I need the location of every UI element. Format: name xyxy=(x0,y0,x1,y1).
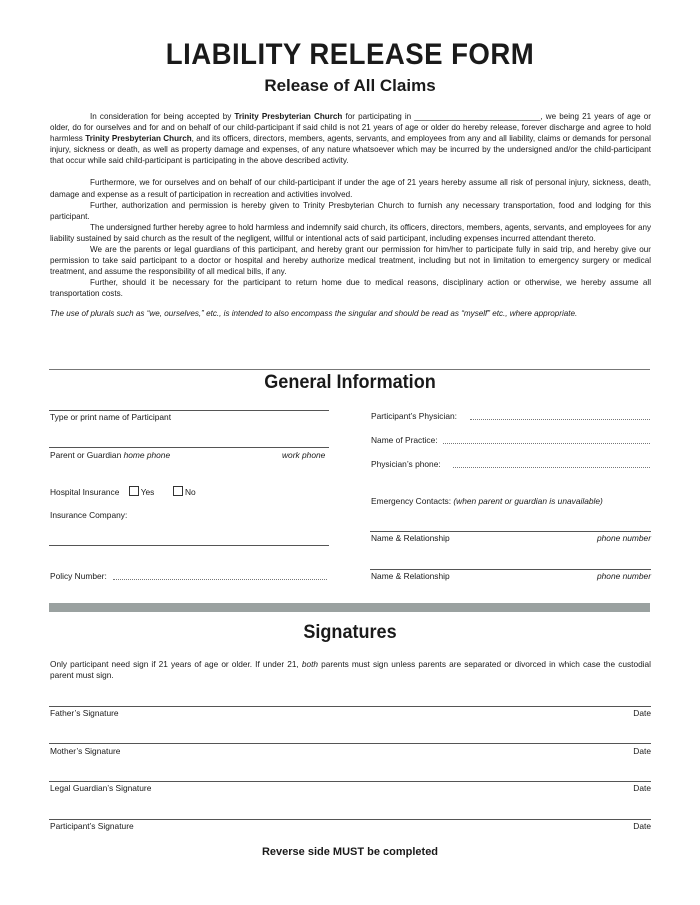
emergency-1-name-label: Name & Relationship xyxy=(371,533,450,543)
form-subtitle: Release of All Claims xyxy=(264,76,436,95)
release-paragraph-3: Further, authorization and permission is hereby given to Trinity Presbyterian Church to furnish any necessary transportation, food and lodging for this participant. xyxy=(50,200,651,221)
work-phone-label: work phone xyxy=(282,450,326,460)
practice-label: Name of Practice: xyxy=(371,435,438,445)
mother-date-label: Date xyxy=(633,746,651,756)
emergency-2-phone-label: phone number xyxy=(596,571,651,581)
participant-date-label: Date xyxy=(633,821,651,831)
parent-phone-line[interactable] xyxy=(49,447,329,448)
signature-note-text xyxy=(50,659,651,681)
participant-name-label: Type or print name of Participant xyxy=(50,412,172,422)
participant-name-line[interactable] xyxy=(49,410,329,411)
emergency-contact-1-line[interactable] xyxy=(370,531,651,532)
emergency-1-phone-label: phone number xyxy=(596,533,651,543)
no-checkbox[interactable] xyxy=(173,486,183,496)
release-text xyxy=(50,111,651,319)
church-name: Trinity Presbyterian Church xyxy=(234,112,343,121)
hospital-insurance-row xyxy=(50,486,196,497)
practice-line[interactable] xyxy=(443,443,650,444)
father-signature-line[interactable] xyxy=(49,706,651,707)
note-both: both xyxy=(301,659,318,669)
release-paragraph-1 xyxy=(50,111,651,166)
mother-signature-line[interactable] xyxy=(49,743,651,744)
guardian-date-label: Date xyxy=(633,783,651,793)
release-paragraph-2: Furthermore, we for ourselves and on behalf of our child-participant if under the age of 21 years hereby assume all risk of personal injury, sickness, death, damage and expense as a result of participation in recreation and activities involved. xyxy=(50,178,651,199)
section-separator-bar xyxy=(49,603,650,612)
note-post: parents must sign unless parents are separated or divorced in which case the custodial parent must sign. xyxy=(50,659,651,681)
emergency-2-name-label: Name & Relationship xyxy=(371,571,450,581)
physician-phone-label: Physician’s phone: xyxy=(371,459,441,469)
emergency-contact-2-line[interactable] xyxy=(370,569,651,570)
emergency-note: (when parent or guardian is unavailable) xyxy=(453,496,603,506)
signatures-heading: Signatures xyxy=(303,622,397,643)
participant-signature-label: Participant’s Signature xyxy=(50,821,134,831)
p1-mid: for participating in ____________________________, we being 21 years of age or older, do for ourselves and for and on behalf of our child-participant if said child is not 21 years of age or older do hereby release, forever discharge and agree to hold harmless xyxy=(50,112,651,144)
emergency-contacts-text: Emergency Contacts: xyxy=(371,496,454,506)
release-paragraph-4: The undersigned further hereby agree to hold harmless and indemnify said church, its officers, directors, members, agents, servants, and employees for any liability sustained by said church as the result of the negligent, willful or intentional acts of said participant, including expenses incurred attendant thereto. xyxy=(50,222,651,243)
signature-note xyxy=(50,659,651,681)
insurance-company-line[interactable] xyxy=(49,545,329,546)
church-name-2: Trinity Presbyterian Church xyxy=(85,134,192,144)
p1-post: , and its officers, directors, members, agents, servants, and employees from any and all liability, claims or demands for personal injury, sickness or death, as well as property damage and expenses, of any nature whatsoever which may be incurred by the undersigned and/or the child-participant that occur while said child-participant is participating in the above described activity. xyxy=(50,134,651,166)
form-title: LIABILITY RELEASE FORM xyxy=(165,38,535,71)
hospital-insurance-label: Hospital Insurance xyxy=(50,487,120,497)
yes-label: Yes xyxy=(140,487,155,497)
participant-signature-line[interactable] xyxy=(49,819,651,820)
home-phone-text: home phone xyxy=(123,450,171,460)
physician-line[interactable] xyxy=(470,419,650,420)
father-date-label: Date xyxy=(633,708,651,718)
p1-pre: In consideration for being accepted by xyxy=(90,112,235,121)
yes-checkbox[interactable] xyxy=(129,486,139,496)
physician-label: Participant’s Physician: xyxy=(371,411,457,421)
parent-guardian-label xyxy=(50,450,170,460)
guardian-signature-label: Legal Guardian’s Signature xyxy=(50,783,152,793)
insurance-company-label: Insurance Company: xyxy=(50,510,128,520)
general-information-heading: General Information xyxy=(264,372,436,393)
physician-phone-line[interactable] xyxy=(453,467,650,468)
guardian-signature-line[interactable] xyxy=(49,781,651,782)
policy-number-label: Policy Number: xyxy=(50,571,107,581)
mother-signature-label: Mother’s Signature xyxy=(50,746,121,756)
policy-number-line[interactable] xyxy=(113,579,327,580)
no-label: No xyxy=(184,487,196,497)
divider xyxy=(49,369,650,370)
emergency-contacts-label xyxy=(371,496,603,506)
father-signature-label: Father’s Signature xyxy=(50,708,119,718)
parent-guardian-text: Parent or Guardian xyxy=(50,450,124,460)
release-paragraph-5: We are the parents or legal guardians of this participant, and hereby grant our permission for him/her to participate fully in said trip, and hereby give our permission to take said participant to a doctor or hospital and hereby authorize medical treatment, including but not in limitation to emergency surgery or medical treatment, and assume the responsibility of all medical bills, if any. xyxy=(50,245,651,277)
release-paragraph-6: Further, should it be necessary for the participant to return home due to medical reasons, disciplinary action or otherwise, we hereby assume all transportation costs. xyxy=(50,278,651,299)
note-pre: Only participant need sign if 21 years of age or older. If under 21, xyxy=(50,659,302,669)
plural-note: The use of plurals such as “we, ourselves,” etc., is intended to also encompass the singular and should be read as “myself” etc., where appropriate. xyxy=(50,308,578,318)
reverse-side-note: Reverse side MUST be completed xyxy=(261,846,439,858)
